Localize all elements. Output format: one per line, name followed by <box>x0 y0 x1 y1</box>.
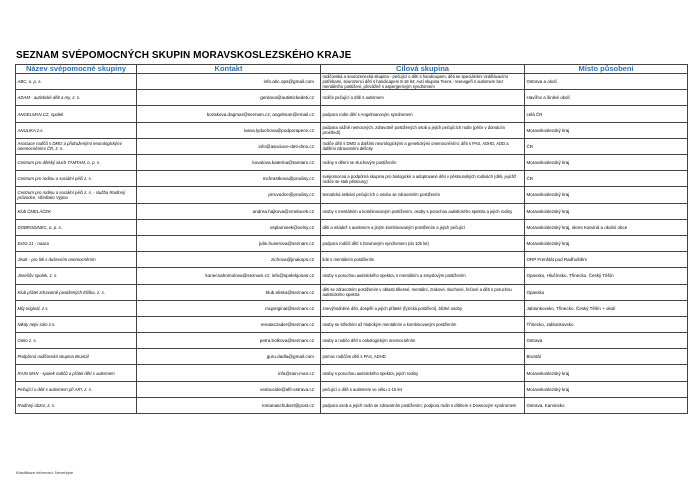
table-row <box>16 365 688 381</box>
table-header-row <box>16 65 688 74</box>
cell-name: ANULIKA z.s. <box>16 122 137 138</box>
table-row <box>16 300 688 316</box>
table-row <box>16 203 688 219</box>
cell-contact: info.abc.ops@gmail.com <box>137 74 321 90</box>
table-row <box>16 90 688 106</box>
cell-place: Ostrava a okolí <box>525 74 688 90</box>
table-row <box>16 187 688 203</box>
cell-target: znevýhodněné děti, dospělí a jejich přátelé (fyzická postižení), blízké osoby <box>321 300 525 316</box>
cell-contact: zichova@jinakops.cz <box>137 252 321 268</box>
cell-place: Moravskoslezský kraj <box>525 187 688 203</box>
cell-contact: julie.huserova@seznam.cz <box>137 235 321 251</box>
cell-place: Moravskoslezský kraj <box>525 122 688 138</box>
cell-contact: info@asociace-deti-dmo.cz <box>137 138 321 154</box>
cell-place: Bruntál <box>525 349 688 365</box>
cell-target: rodičovská a sourozenecká skupina - pečující o děti s handicapem, děti se speciálními vzdělávacími potřebami, sourozenci dětí s handicapem 8-18 let; Autí skupina Teens - teenageři s autismem bez mentálního postižení, převážně s aspergerovým syndromem <box>321 74 525 90</box>
cell-place: ČR <box>525 171 688 187</box>
cell-contact: info@rain-man.cz <box>137 365 321 381</box>
cell-place: Moravskoslezský kraj <box>525 381 688 397</box>
header-target: Cílová skupina <box>321 65 525 74</box>
table-row <box>16 381 688 397</box>
cell-name: Můj originál, z.s. <box>16 300 137 316</box>
cell-place: Moravskoslezský kraj, okres Karviná a okolní obce <box>525 219 688 235</box>
cell-contact: kozakova.dagmar@seznam.cz; angelman@email.cz <box>137 106 321 122</box>
cell-target: osoby s poruchou autistického spektra, jejich rodiny <box>321 365 525 381</box>
cell-contact: vedoucide@alfi-ostrava.cz <box>137 381 321 397</box>
table-row <box>16 268 688 284</box>
cell-target: podpora osob a jejich rodin se zdravotním postižením; podpora rodin s dítětem s Downovým syndromem <box>321 397 525 413</box>
cell-name: Centrum pro rodinu a sociální péči z. s. <box>16 171 137 187</box>
table-row <box>16 155 688 171</box>
cell-target: rodiče dětí s DMO a dalšími neurologickými a genetickými onemocněními; děti s PAS, ADHD, ADD a dalšími zdravotními deficity <box>321 138 525 154</box>
cell-contact: romanaschubert@post.cz <box>137 397 321 413</box>
cell-target: pečující o dítě s autismem ve věku 1-15 let <box>321 381 525 397</box>
cell-contact: renataczader@seznam.cz <box>137 316 321 332</box>
cell-name: Onko z. s. <box>16 333 137 349</box>
cell-contact: guru.dadla@gmail.com <box>137 349 321 365</box>
cell-name: ADAM - autistické děti a my, z. s. <box>16 90 137 106</box>
cell-name: ANGELMAN.CZ, spolek <box>16 106 137 122</box>
cell-place: Třinecko, Jablunkovsko <box>525 316 688 332</box>
cell-target: rodiny s dětmi se sluchovým postižením <box>321 155 525 171</box>
cell-place: Ostrava <box>525 333 688 349</box>
cell-target: osoby se středním až hlubokým mentálním a kombinovaným postižením <box>321 316 525 332</box>
cell-name: Klub ČMELÁČEK <box>16 203 137 219</box>
cell-contact: kovalova.katerina@tamtam.cz <box>137 155 321 171</box>
cell-name: RAIN MAN - spolek rodičů a přátel dětí s autismem <box>16 365 137 381</box>
cell-target: podpora rodin dětí s Angelmanovým syndromem <box>321 106 525 122</box>
cell-contact: petra.bolkova@seznam.cz <box>137 333 321 349</box>
table-row <box>16 171 688 187</box>
groups-table <box>15 64 688 414</box>
cell-place: Moravskoslezský kraj <box>525 365 688 381</box>
cell-contact: andrea.hajkova@cmelacek.cz <box>137 203 321 219</box>
cell-name: Centrum pro rodinu a sociální péči z. s. - služba Rodinný průvodce, středisko Vyjma <box>16 187 137 203</box>
table-row <box>16 333 688 349</box>
cell-contact: prruvodce@prodiny.cz <box>137 187 321 203</box>
table-row <box>16 252 688 268</box>
cell-target: podpora rodičů dětí s Downovým syndromem (do 10ti let) <box>321 235 525 251</box>
cell-place: Opavsko <box>525 284 688 300</box>
cell-place: Moravskoslezský kraj <box>525 155 688 171</box>
cell-contact: mchrastkova@prodiny.cz <box>137 171 321 187</box>
cell-place: Moravskoslezský kraj <box>525 235 688 251</box>
cell-name: Podpůrná rodičovská skupina Bruntál <box>16 349 137 365</box>
table-row <box>16 122 688 138</box>
cell-place: ORP Frenštát pod Radhoštěm <box>525 252 688 268</box>
cell-place: Ostrava, Karvinsko <box>525 397 688 413</box>
table-row <box>16 397 688 413</box>
cell-name: Asociace rodičů s DMO a přidruženými neurologickými onemocněními ČR, z. s. <box>16 138 137 154</box>
cell-contact: mujoriginal@seznam.cz <box>137 300 321 316</box>
cell-place: Jablunkovsko, Třinecko, Český Těšín + okolí <box>525 300 688 316</box>
cell-name: DOBRODINEC, o. p. s. <box>16 219 137 235</box>
cell-place: Havířov a široké okolí <box>525 90 688 106</box>
header-contact: Kontakt <box>137 65 321 74</box>
table-row <box>16 106 688 122</box>
cell-contact: klub.eliska@seznam.cz <box>137 284 321 300</box>
cell-place: ČR <box>525 138 688 154</box>
cell-target: rodiče pečující o dítě s autismem <box>321 90 525 106</box>
cell-contact: osplaminek@volny.cz <box>137 219 321 235</box>
cell-target: svépomocná a podpůrná skupina pro biologické a adoptované děti v pěstounských rodinách (děti, jejichž rodiče se stali pěstouny) <box>321 171 525 187</box>
cell-target: podpora vážně nemocných, zdravotně postižených osob a jejich pečujících rodin (péče v domácím prostředí) <box>321 122 525 138</box>
cell-name: Centrum pro dětský sluch TAMTAM, o. p. s. <box>16 155 137 171</box>
classification-footer: Klasifikace informací: Neveřejné <box>16 470 74 475</box>
cell-name: Nikdy nejsi sám z.s. <box>16 316 137 332</box>
cell-place: Opavsko, Hlučínsko, Třinecko, Český Těšín <box>525 268 688 284</box>
table-row <box>16 138 688 154</box>
table-row <box>16 235 688 251</box>
header-place: Místo působení <box>525 65 688 74</box>
cell-place: celá ČR <box>525 106 688 122</box>
header-name: Název svépomocné skupiny <box>16 65 137 74</box>
cell-name: Jinak - pro lidi s duševním onemocněním <box>16 252 137 268</box>
cell-name: Rodinný obzor, z. s. <box>16 397 137 413</box>
cell-name: Jonešův spolek, z. s. <box>16 268 137 284</box>
cell-contact: konecnahomolova@seznam.cz; info@spolekjonas.cz <box>137 268 321 284</box>
cell-contact: gerdova@autistickedeti.cz <box>137 90 321 106</box>
cell-target: lidé s mentálním postižením <box>321 252 525 268</box>
cell-name: Klub přátel zdravotně postižených Eliška, z. s. <box>16 284 137 300</box>
cell-target: děti se zdravotním postižením v oblasti tělesné, mentální, zrakové, sluchové, řečové a děti s poruchou autistického spektra <box>321 284 525 300</box>
cell-name: ABC, o. p. s. <box>16 74 137 90</box>
cell-target: osoby s mentálním a kombinovaným postižením, osoby s poruchou autistického spektra a jejich rodiny <box>321 203 525 219</box>
cell-name: Extra 21 - naaco <box>16 235 137 251</box>
table-row <box>16 284 688 300</box>
cell-target: tematická setkání pečujících o osobu se zdravotním postižením <box>321 187 525 203</box>
cell-target: pomoc rodičům dětí s PAS, ADHD <box>321 349 525 365</box>
cell-place: Moravskoslezský kraj <box>525 203 688 219</box>
cell-target: děti a mládež s autismem a jiným kombinovaným postižením a jejich pečující <box>321 219 525 235</box>
table-row <box>16 74 688 90</box>
cell-target: osoby s poruchou autistického spektra, s mentálním a smyslovým postižením <box>321 268 525 284</box>
table-row <box>16 219 688 235</box>
cell-name: Pečující o děti s autismem při ARI, z. s. <box>16 381 137 397</box>
cell-target: osoby a rodiče dětí s onkologickým onemocněním <box>321 333 525 349</box>
cell-contact: ivana.lyduchova@podporapece.cz <box>137 122 321 138</box>
table-row <box>16 316 688 332</box>
table-row <box>16 349 688 365</box>
page-title: SEZNAM SVÉPOMOCNÝCH SKUPIN MORAVSKOSLEZSKÉHO KRAJE <box>16 50 352 61</box>
